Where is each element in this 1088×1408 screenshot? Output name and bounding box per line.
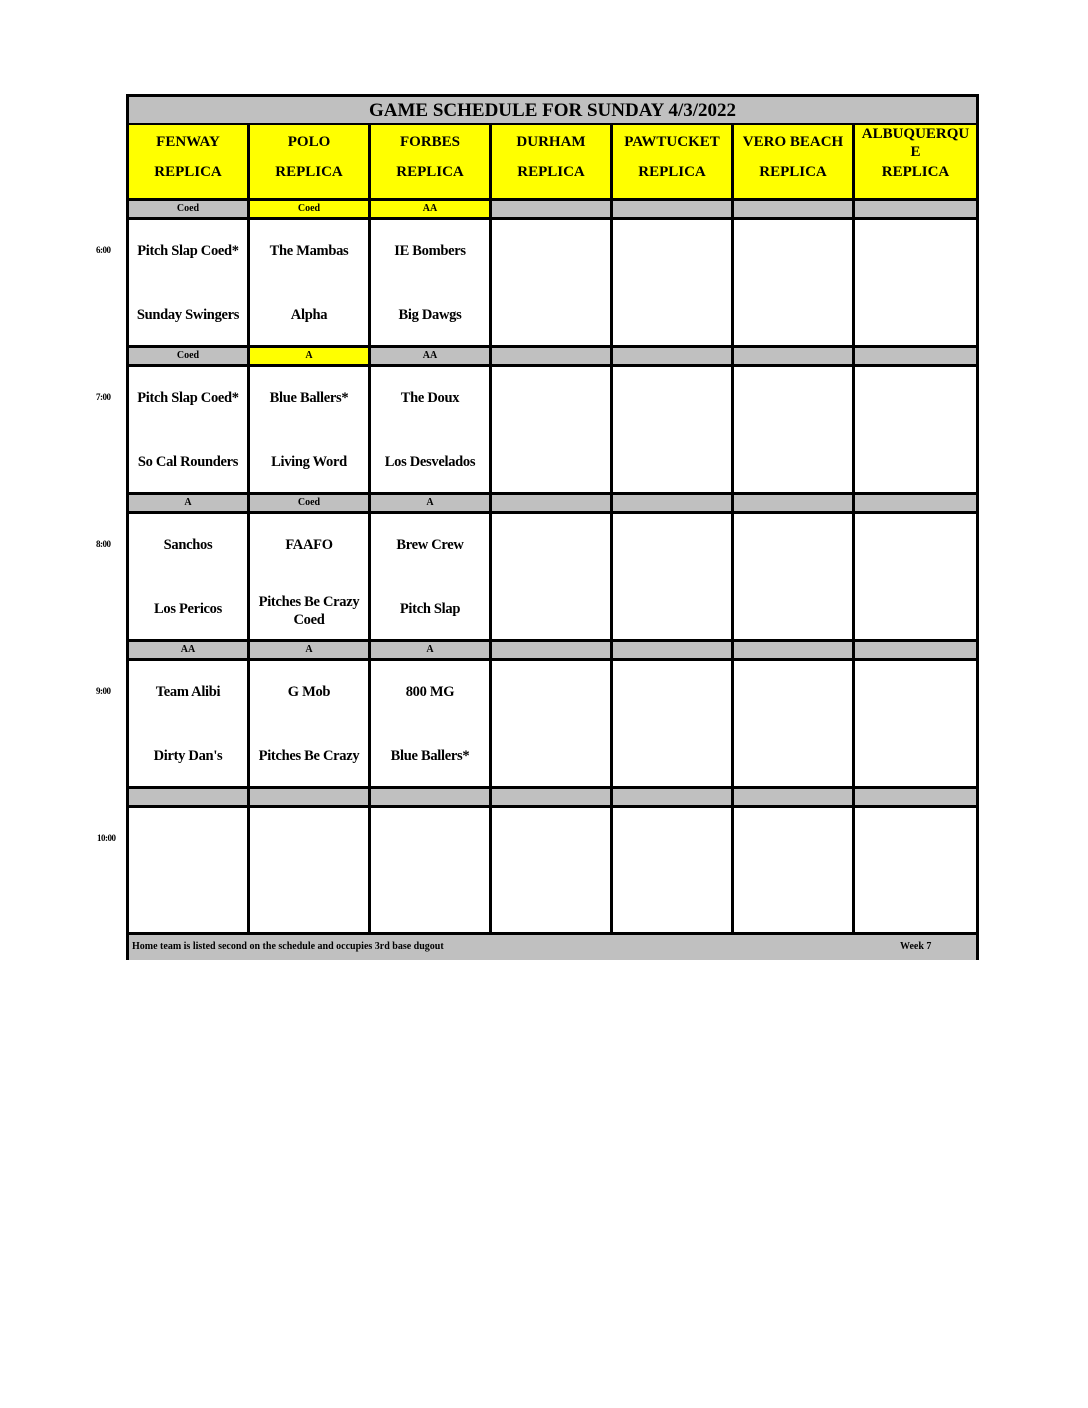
time-slot-block [129,220,976,345]
game-cell [613,661,734,786]
away-team: Brew Crew [396,537,464,553]
game-cell [855,367,976,492]
game-cell [492,808,613,933]
division-label [613,789,734,805]
division-label [492,642,613,658]
division-label [613,642,734,658]
division-label [734,789,855,805]
division-label [492,495,613,511]
game-cell [250,220,371,345]
home-team: Los Pericos [154,601,222,617]
game-cell [250,661,371,786]
time-label: 6:00 [96,245,111,255]
game-cell [250,808,371,933]
field-name: ALBUQUERQU E [861,126,970,160]
home-team: Pitch Slap [399,601,461,617]
game-cell [129,514,250,639]
away-team: FAAFO [285,537,333,553]
division-label: AA [129,642,250,658]
division-label: Coed [250,201,371,217]
footer [129,932,976,960]
division-label [734,348,855,364]
away-team: Pitch Slap Coed* [137,390,239,406]
division-label [734,201,855,217]
away-team: Blue Ballers* [269,390,349,406]
time-label: 9:00 [96,686,111,696]
division-label: A [371,642,492,658]
game-cell [371,220,492,345]
home-team: Pitches Be Crazy [258,748,360,764]
field-name: PAWTUCKET [624,134,720,150]
game-cell [613,808,734,933]
footer-note: Home team is listed second on the schedule and occupies 3rd base dugout [132,941,444,952]
field-subtitle: REPLICA [638,164,706,180]
field-header-5 [613,125,734,198]
field-subtitle: REPLICA [881,164,950,180]
field-header-2 [250,125,371,198]
game-cell [371,514,492,639]
home-team: Pitches Be Crazy Coed [258,594,360,628]
division-label: AA [371,201,492,217]
division-label: Coed [250,495,371,511]
division-label [855,789,976,805]
division-label [129,789,250,805]
field-name: DURHAM [516,134,586,150]
division-band [129,786,976,808]
time-slot-block [129,808,976,933]
field-subtitle: REPLICA [517,164,585,180]
division-label [492,789,613,805]
game-cell [129,661,250,786]
division-band [129,492,976,514]
game-cell [492,220,613,345]
away-team: Sanchos [163,537,213,553]
game-cell [613,514,734,639]
game-cell [855,220,976,345]
division-label: AA [371,348,492,364]
field-subtitle: REPLICA [154,164,222,180]
division-label [492,201,613,217]
schedule-sheet [126,94,979,960]
field-header-4 [492,125,613,198]
division-label [855,495,976,511]
game-cell [371,661,492,786]
game-cell [371,367,492,492]
game-cell [492,661,613,786]
division-label: Coed [129,348,250,364]
away-team: The Doux [400,390,460,406]
time-slot-block [129,661,976,786]
time-label: 7:00 [96,392,111,402]
away-team: The Mambas [269,243,349,259]
time-label: 8:00 [96,539,111,549]
home-team: Blue Ballers* [390,748,470,764]
time-slot-block [129,514,976,639]
division-band [129,198,976,220]
division-label: Coed [129,201,250,217]
field-header-row [129,125,976,198]
home-team: Sunday Swingers [136,307,240,323]
division-label: A [129,495,250,511]
division-label [613,201,734,217]
field-header-1 [129,125,250,198]
division-label [855,201,976,217]
home-team: So Cal Rounders [137,454,239,470]
game-cell [250,514,371,639]
field-header-6 [734,125,855,198]
division-label [734,642,855,658]
division-label [613,495,734,511]
division-label [855,642,976,658]
division-label [855,348,976,364]
division-label [371,789,492,805]
game-cell [855,514,976,639]
field-name: VERO BEACH [742,134,844,150]
away-team: G Mob [287,684,331,700]
time-slot-block [129,367,976,492]
field-name: FORBES [399,134,460,150]
game-cell [613,220,734,345]
division-label [613,348,734,364]
time-label: 10:00 [97,833,116,843]
game-cell [371,808,492,933]
game-cell [734,220,855,345]
field-header-7 [855,125,976,198]
game-cell [855,661,976,786]
game-cell [734,367,855,492]
home-team: Alpha [290,307,328,323]
game-cell [492,514,613,639]
away-team: 800 MG [405,684,455,700]
division-label: A [250,348,371,364]
week-label: Week 7 [900,941,932,952]
game-cell [613,367,734,492]
game-cell [734,808,855,933]
game-cell [250,367,371,492]
game-cell [492,367,613,492]
field-name: POLO [287,134,331,150]
away-team: IE Bombers [394,243,466,259]
division-band [129,639,976,661]
schedule-title: GAME SCHEDULE FOR SUNDAY 4/3/2022 [129,97,976,125]
home-team: Los Desvelados [384,454,476,470]
division-label: A [250,642,371,658]
field-header-3 [371,125,492,198]
game-cell [129,367,250,492]
away-team: Pitch Slap Coed* [137,243,239,259]
division-band [129,345,976,367]
field-subtitle: REPLICA [275,164,343,180]
division-label: A [371,495,492,511]
game-cell [855,808,976,933]
game-cell [129,220,250,345]
division-label [250,789,371,805]
time-column [0,0,126,1408]
game-cell [734,661,855,786]
field-subtitle: REPLICA [396,164,464,180]
game-cell [734,514,855,639]
home-team: Dirty Dan's [153,748,223,764]
field-subtitle: REPLICA [759,164,827,180]
division-label [492,348,613,364]
home-team: Living Word [271,454,347,470]
home-team: Big Dawgs [398,307,462,323]
away-team: Team Alibi [155,684,221,700]
division-label [734,495,855,511]
field-name: FENWAY [156,134,220,150]
game-cell [129,808,250,933]
